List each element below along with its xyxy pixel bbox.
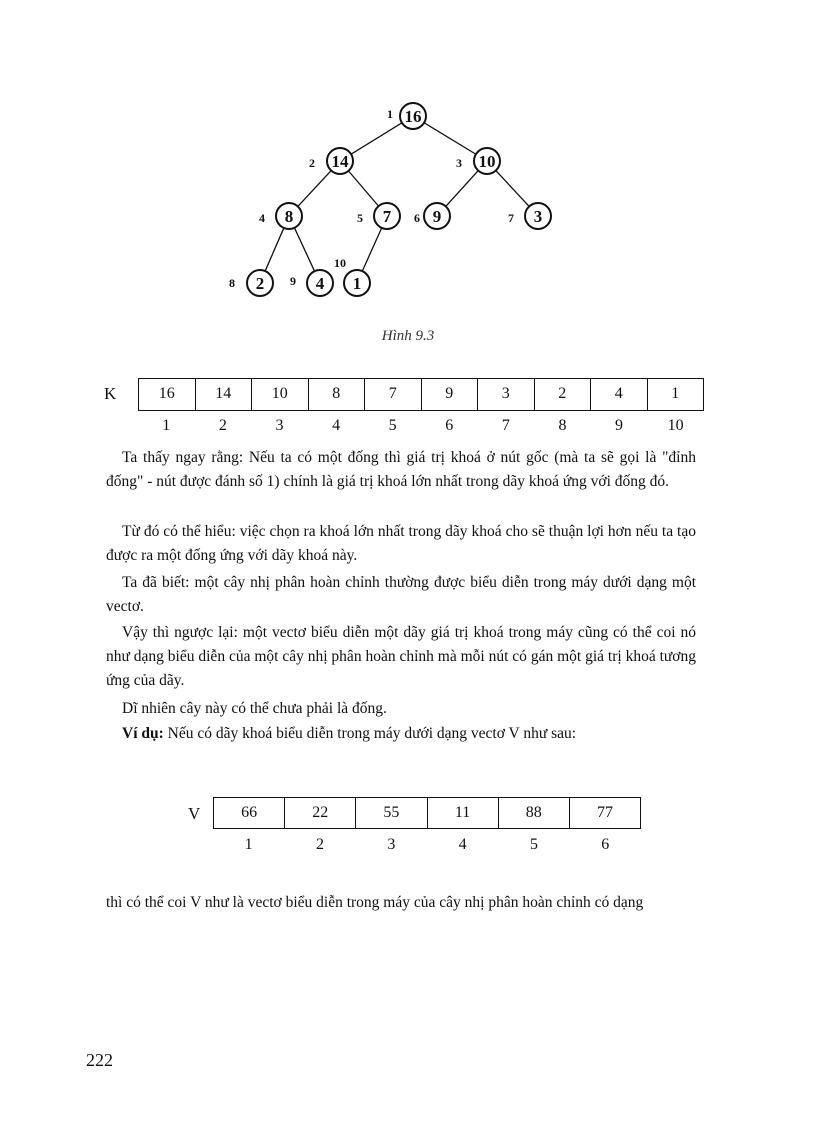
page-number: 222 — [86, 1050, 113, 1070]
tree-node-index: 2 — [309, 156, 315, 170]
tree-node-index: 10 — [334, 256, 346, 270]
tree-edge — [265, 228, 284, 271]
array-cell: 66 — [241, 804, 258, 821]
tree-node-value: 7 — [382, 207, 392, 226]
tree-node-index: 7 — [508, 211, 514, 225]
tree-node-value: 10 — [478, 152, 496, 171]
array-index: 1 — [162, 417, 171, 434]
tree-node-index: 9 — [290, 274, 296, 288]
tree-node-index: 4 — [259, 211, 265, 225]
array-index: 8 — [558, 417, 567, 434]
array-index: 5 — [529, 836, 538, 853]
array-cell: 16 — [158, 385, 175, 402]
array-v — [213, 797, 641, 829]
array-index: 2 — [315, 836, 324, 853]
paragraph-3: Ta đã biết: một cây nhị phân hoàn chỉnh thường được biểu diễn trong máy dưới dạng một vectơ. — [106, 574, 696, 615]
array-cell: 88 — [498, 798, 569, 828]
tree-node — [259, 203, 302, 229]
array-cell: 77 — [569, 798, 640, 828]
tree-node — [508, 203, 551, 229]
array-cell: 22 — [284, 798, 355, 828]
tree-node-value: 1 — [352, 274, 362, 293]
array-cell: 2 — [534, 379, 591, 410]
array-cell: 14 — [195, 379, 252, 410]
array-cell: 1 — [647, 379, 704, 410]
tree-node-value: 4 — [315, 274, 325, 293]
array-index: 6 — [601, 836, 610, 853]
tree-node-index: 1 — [387, 107, 393, 121]
heap-tree-diagram — [0, 0, 816, 320]
array-k-indices — [138, 417, 704, 435]
paragraph-2: Từ đó có thể hiểu: việc chọn ra khoá lớn nhất trong dãy khoá cho sẽ thuận lợi hơn nếu ta tạo được ra một đống ứng với dãy khoá này. — [106, 523, 696, 564]
array-index: 9 — [615, 417, 624, 434]
array-cell: 8 — [308, 379, 365, 410]
paragraph-4: Vậy thì ngược lại: một vectơ biểu diễn một dãy giá trị khoá trong máy cũng có thể coi nó như dạng biểu diễn của một cây nhị phân hoàn chỉnh mà mỗi nút có gán một giá trị khoá tương ứng của dãy. — [106, 624, 696, 689]
tree-node — [309, 148, 353, 174]
tree-edge — [351, 123, 402, 154]
array-index: 6 — [445, 417, 454, 434]
tree-node-value: 16 — [404, 107, 422, 126]
array-v-label: V — [188, 804, 201, 823]
tree-edge — [348, 171, 378, 206]
array-cell: 3 — [477, 379, 534, 410]
figure-caption: Hình 9.3 — [381, 328, 435, 344]
closing-paragraph: thì có thể coi V như là vectơ biểu diễn trong máy của cây nhị phân hoàn chỉnh có dạng — [106, 894, 644, 911]
example-paragraph: Ví dụ: Nếu có dãy khoá biểu diễn trong máy dưới dạng vectơ V như sau: — [122, 725, 577, 742]
paragraph-1: Ta thấy ngay rằng: Nếu ta có một đống thì giá trị khoá ở nút gốc (mà ta sẽ gọi là "đỉnh đống" - nút được đánh số 1) chính là giá trị khoá lớn nhất trong dãy khoá ứng với đống đó. — [106, 449, 696, 490]
tree-node — [357, 203, 400, 229]
array-index: 1 — [244, 836, 253, 853]
array-v-indices — [213, 836, 641, 854]
tree-edge — [446, 171, 479, 207]
tree-node-index: 6 — [414, 211, 420, 225]
array-cell: 11 — [427, 798, 498, 828]
tree-edge — [362, 228, 381, 271]
array-index: 2 — [218, 417, 227, 434]
array-index: 4 — [332, 417, 341, 434]
array-index: 3 — [275, 417, 284, 434]
tree-edge — [496, 171, 529, 207]
tree-node-index: 5 — [357, 211, 363, 225]
tree-node — [414, 203, 450, 229]
tree-node-value: 9 — [432, 207, 442, 226]
array-index: 5 — [388, 417, 397, 434]
array-cell: 4 — [590, 379, 647, 410]
array-index: 3 — [387, 836, 396, 853]
tree-edge — [298, 171, 331, 207]
tree-node-index: 8 — [229, 276, 235, 290]
tree-node — [229, 270, 273, 296]
array-k-label: K — [104, 384, 117, 403]
tree-node-value: 3 — [533, 207, 543, 226]
tree-node — [334, 256, 370, 296]
paragraph-5: Dĩ nhiên cây này có thể chưa phải là đống. — [122, 700, 387, 717]
tree-edge — [424, 123, 476, 154]
array-cell: 10 — [251, 379, 308, 410]
array-index: 7 — [501, 417, 510, 434]
tree-node — [456, 148, 500, 174]
array-cell: 7 — [364, 379, 421, 410]
array-cell: 9 — [421, 379, 478, 410]
tree-edge — [294, 228, 314, 271]
tree-node — [290, 270, 333, 296]
tree-node-index: 3 — [456, 156, 462, 170]
array-k — [138, 378, 704, 411]
array-index: 10 — [667, 417, 684, 434]
array-index: 4 — [458, 836, 467, 853]
tree-node-value: 14 — [331, 152, 349, 171]
tree-node-value: 8 — [284, 207, 294, 226]
array-cell: 55 — [355, 798, 426, 828]
tree-node-value: 2 — [255, 274, 265, 293]
tree-node — [387, 103, 426, 129]
example-label: Ví dụ: — [122, 725, 164, 742]
